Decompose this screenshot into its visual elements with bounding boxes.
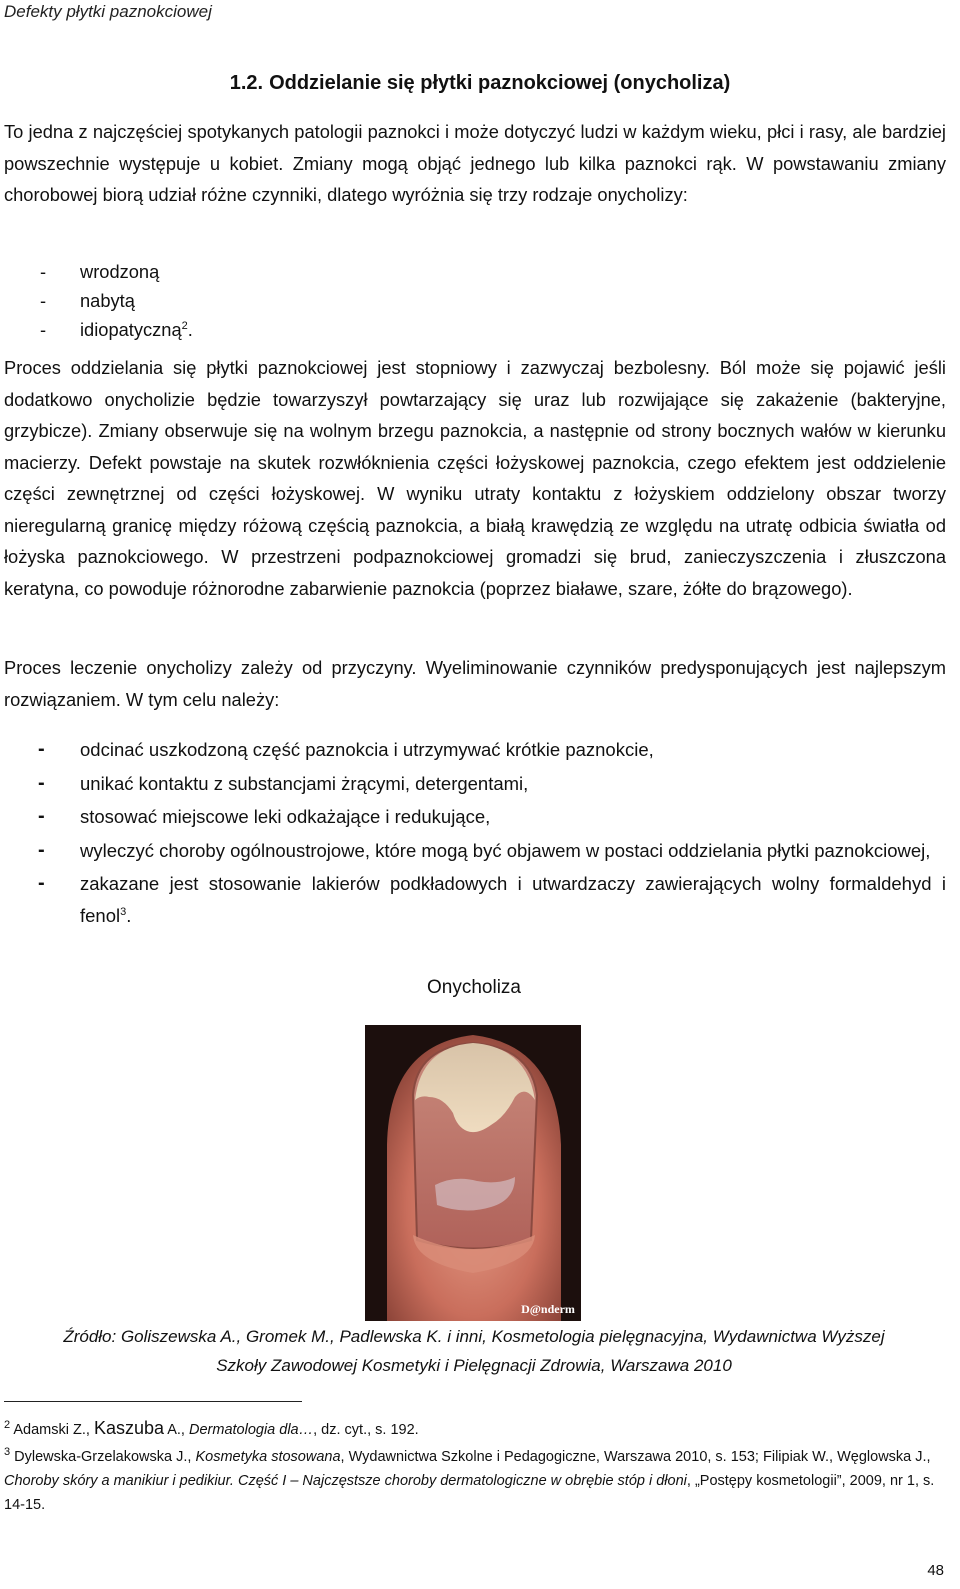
list-item-text: zakazane jest stosowanie lakierów podkładowych i utwardzaczy zawierających wolny formaldehyd i fenol — [80, 873, 946, 926]
footnote-title: Kosmetyka stosowana — [195, 1449, 341, 1465]
punctuation: . — [187, 319, 193, 340]
footnote-text: , „Postępy kosmetologii”, 2009, nr 1, s. 14-15. — [4, 1473, 935, 1513]
intro-paragraph: To jedna z najczęściej spotykanych patologii paznokci i może dotyczyć ludzi w każdym wieku, płci i rasy, ale bardziej powszechnie występuje u kobiet. Zmiany mogą objąć jednego lub kilka paznokci rąk. W powstawaniu zmiany chorobowej biorą udział różne czynniki, dlatego wyróżnia się trzy rodzaje onycholizy: — [4, 121, 946, 205]
source-line-2: Szkoły Zawodowej Kosmetyki i Pielęgnacji Zdrowia, Warszawa 2010 — [216, 1356, 732, 1375]
footnote-number: 2 — [4, 1419, 11, 1432]
list-dash: - — [40, 261, 47, 282]
footnote-title: Dermatologia dla… — [189, 1422, 314, 1438]
section-title — [0, 72, 960, 95]
footnote-3 — [4, 1445, 944, 1517]
list-item-text: stosować miejscowe leki odkażające i redukujące, — [80, 806, 491, 827]
punctuation: . — [126, 904, 132, 926]
section-title-text: Oddzielanie się płytki paznokciowej (onycholiza) — [269, 72, 731, 94]
list-dash: - — [38, 872, 45, 894]
page-number: 48 — [927, 1562, 944, 1579]
footnote-2 — [4, 1416, 944, 1442]
list-item — [40, 286, 193, 315]
running-header: Defekty płytki paznokciowej — [4, 2, 212, 21]
list-item-text: nabytą — [80, 290, 135, 311]
footnote-text: Dylewska-Grzelakowska J., — [14, 1449, 196, 1465]
list-dash: - — [38, 805, 45, 827]
list-item-text: odcinać uszkodzoną część paznokcia i utrzymywać krótkie paznokcie, — [80, 739, 654, 760]
footnote-text: , dz. cyt., s. 192. — [313, 1422, 419, 1438]
list-item — [38, 868, 946, 931]
list-item-text: wyleczyć choroby ogólnoustrojowe, które mogą być objawem w postaci oddzielania płytki paznokciowej, — [80, 839, 931, 861]
process-paragraph: Proces oddzielania się płytki paznokciowej jest stopniowy i zazwyczaj bezbolesny. Ból może się pojawić jeśli dodatkowo onycholizie będzie towarzyszył powtarzający się uraz lub rozwijające się zakażenie (bakteryjne, grzybicze). Zmiany obserwuje się na wolnym brzegu paznokcia, a następnie od strony bocznych wałów w kierunku macierzy. Defekt powstaje na skutek rozwłóknienia części łożyskowej paznokcia, czego efektem jest oddzielenie części zewnętrznej od części łożyskowej. W wyniku utraty kontaktu z łożyskiem oddzielony obszar tworzy nieregularną granicę między różową częścią paznokcia, a białą krawędzią ze względu na utratę odbicia światła od łożyska paznokciowego. W przestrzeni podpaznokciowej gromadzi się brud, zanieczyszczenia i złuszczona keratyna, co powoduje różnorodne zabarwienie paznokcia (poprzez białawe, szare, żółte do brązowego). — [4, 357, 946, 599]
list-item-text: unikać kontaktu z substancjami żrącymi, detergentami, — [80, 772, 529, 794]
list-item — [38, 801, 946, 833]
watermark-text: D@nderm — [521, 1302, 575, 1316]
list-dash: - — [38, 738, 45, 760]
onycholysis-types-list — [40, 257, 193, 344]
source-line-1: Źródło: Goliszewska A., Gromek M., Padlewska K. i inni, Kosmetologia pielęgnacyjna, Wydawnictwa Wyższej — [63, 1327, 885, 1346]
list-item — [38, 768, 946, 800]
footnote-number: 3 — [4, 1446, 11, 1459]
list-item — [40, 257, 193, 286]
figure-caption: Onycholiza — [427, 977, 521, 998]
list-item-text: wrodzoną — [80, 261, 160, 282]
list-dash: - — [38, 771, 45, 794]
footnote-text: A., — [164, 1422, 189, 1438]
treatment-paragraph: Proces leczenie onycholizy zależy od przyczyny. Wyeliminowanie czynników predysponujących jest najlepszym rozwiązaniem. W tym celu należy: — [4, 657, 946, 710]
list-item — [38, 835, 946, 867]
footnote-ref[interactable]: 2 — [181, 319, 188, 332]
figure-source — [0, 1322, 948, 1380]
footnote-text: Kaszuba — [93, 1418, 164, 1438]
onycholysis-photo — [365, 1025, 581, 1321]
list-dash: - — [40, 290, 47, 311]
list-dash: - — [40, 319, 47, 340]
list-item — [38, 734, 946, 766]
list-item-text: idiopatyczną — [80, 319, 182, 340]
footnote-ref[interactable]: 3 — [120, 905, 127, 918]
section-number: 1.2. — [229, 72, 264, 94]
footnote-text: Adamski Z., — [13, 1422, 94, 1438]
list-dash: - — [38, 838, 45, 861]
footnote-separator — [4, 1401, 302, 1402]
recommendations-list — [38, 734, 946, 933]
footnote-text: , Wydawnictwa Szkolne i Pedagogiczne, Warszawa 2010, s. 153; Filipiak W., Węglowska J., — [340, 1449, 931, 1465]
footnote-title: Choroby skóry a manikiur i pedikiur. Część I – Najczęstsze choroby dermatologiczne w obrębie stóp i dłoni — [4, 1473, 687, 1489]
list-item — [40, 315, 193, 344]
